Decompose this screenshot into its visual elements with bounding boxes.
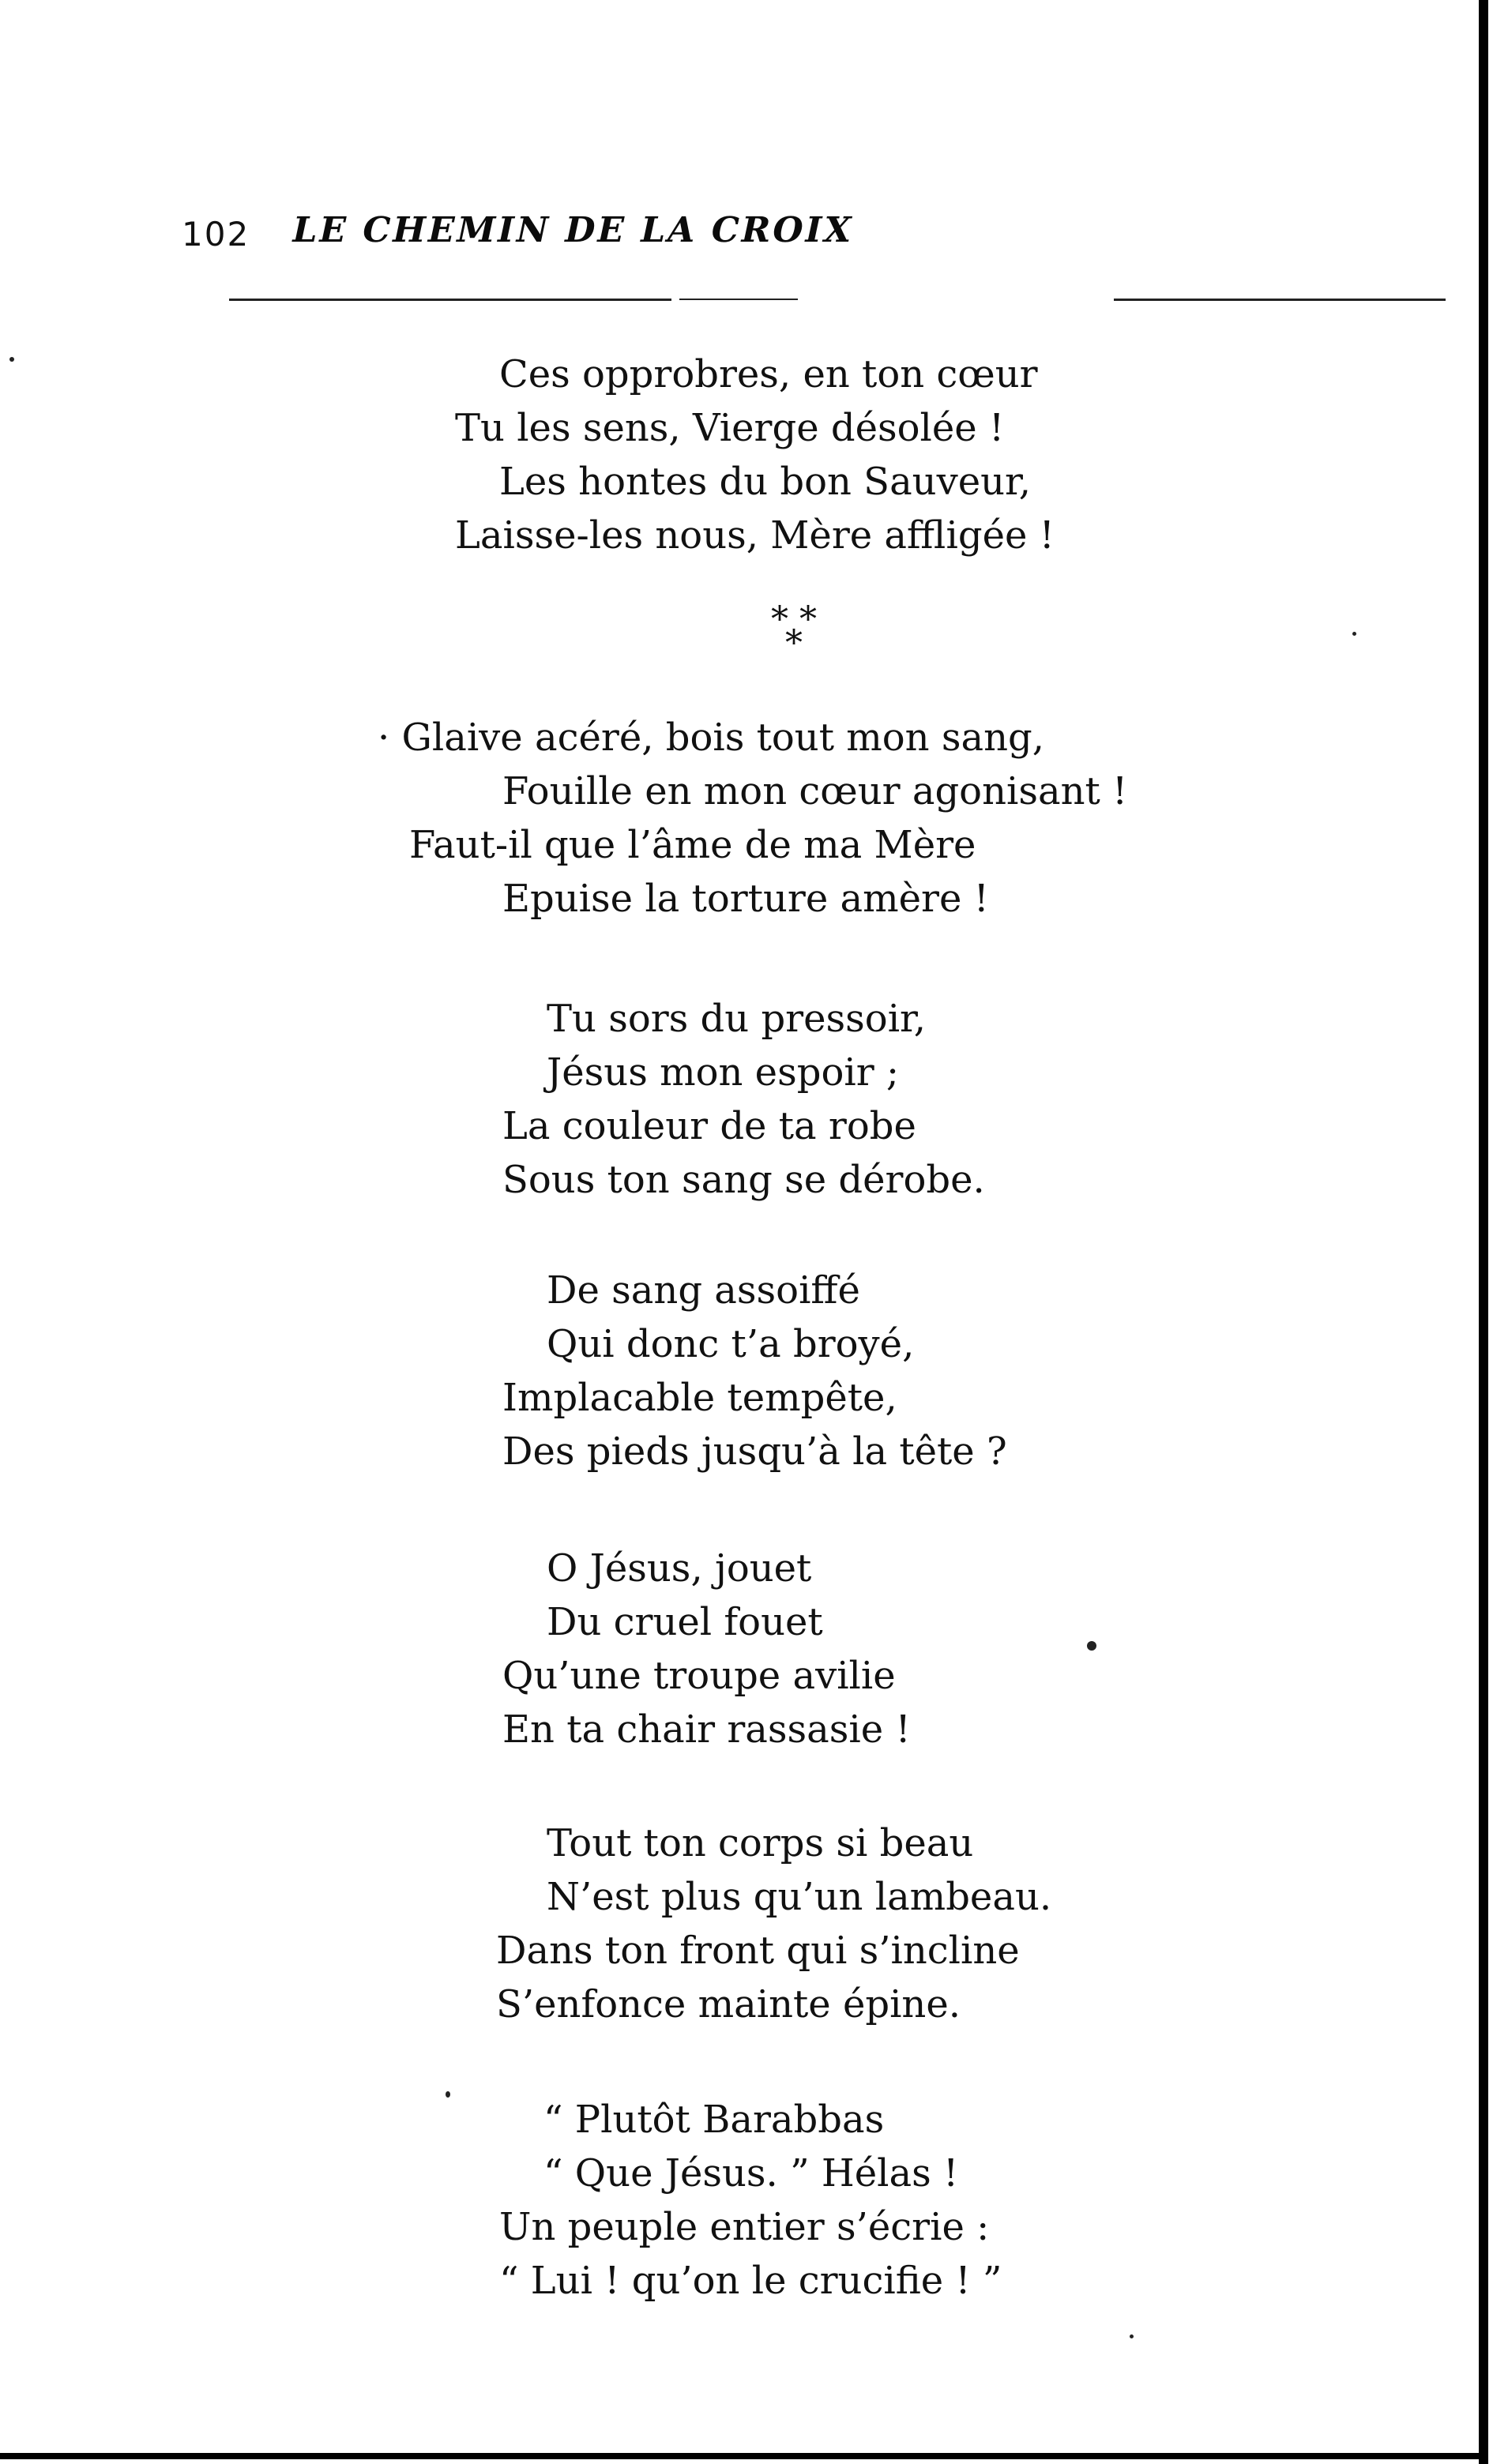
scan-speck — [1087, 1641, 1096, 1651]
verse-line: Faut-il que l’âme de ma Mère — [409, 823, 976, 867]
verse-line: Epuise la torture amère ! — [502, 877, 989, 921]
stanza-1 — [455, 347, 1055, 562]
verse-line: De sang assoiffé — [547, 1268, 860, 1313]
header-rule — [229, 299, 671, 301]
verse-line: O Jésus, jouet — [547, 1546, 812, 1591]
verse-line: “ Lui ! qu’on le crucifie ! ” — [499, 2259, 1002, 2303]
stanza-2 — [378, 711, 1127, 926]
verse-line: · Glaive acéré, bois tout mon sang, — [378, 716, 1044, 760]
stanza-7 — [499, 2093, 1002, 2308]
stanza-6 — [496, 1816, 1051, 2031]
header-rule — [1114, 299, 1446, 301]
header-rule — [679, 299, 798, 300]
verse-line: S’enfonce mainte épine. — [496, 1982, 961, 2026]
verse-line: Fouille en mon cœur agonisant ! — [502, 769, 1128, 813]
verse-line: “ Que Jésus. ” Hélas ! — [543, 2151, 959, 2195]
verse-line: Tout ton corps si beau — [547, 1821, 974, 1865]
verse-line: Laisse-les nous, Mère affligée ! — [455, 513, 1055, 558]
verse-line: Tu les sens, Vierge désolée ! — [455, 406, 1005, 450]
verse-line: En ta chair rassasie ! — [502, 1707, 911, 1752]
page-header — [182, 210, 1414, 257]
verse-line: Implacable tempête, — [502, 1376, 897, 1420]
verse-line: La couleur de ta robe — [502, 1104, 916, 1148]
verse-line: Sous ton sang se dérobe. — [502, 1158, 985, 1202]
verse-line: Dans ton front qui s’incline — [496, 1929, 1020, 1973]
stanza-4 — [502, 1264, 1007, 1478]
verse-line: Un peuple entier s’écrie : — [499, 2205, 990, 2249]
verse-line: Qu’une troupe avilie — [502, 1654, 896, 1698]
verse-line: Du cruel fouet — [547, 1600, 823, 1644]
verse-line: “ Plutôt Barabbas — [543, 2098, 885, 2142]
verse-line: Qui donc t’a broyé, — [547, 1322, 915, 1366]
scan-speck — [1352, 632, 1356, 636]
scan-speck — [9, 357, 14, 362]
verse-line: Les hontes du bon Sauveur, — [499, 460, 1031, 504]
verse-line: N’est plus qu’un lambeau. — [547, 1875, 1052, 1919]
page-number: 102 — [182, 215, 250, 254]
scan-speck — [1130, 2334, 1134, 2338]
verse-line: Jésus mon espoir ; — [547, 1050, 900, 1095]
stanza-3 — [502, 992, 985, 1207]
stanza-5 — [502, 1542, 911, 1756]
verse-line: Ces opprobres, en ton cœur — [499, 352, 1038, 396]
page-edge-right — [1479, 0, 1488, 2464]
running-head: LE CHEMIN DE LA CROIX — [288, 210, 858, 250]
scan-speck — [446, 2091, 450, 2098]
verse-line: Tu sors du pressoir, — [547, 997, 926, 1041]
section-ornament: * * * — [771, 599, 817, 663]
verse-line: Des pieds jusqu’à la tête ? — [502, 1429, 1007, 1474]
page-edge-bottom — [0, 2453, 1488, 2459]
